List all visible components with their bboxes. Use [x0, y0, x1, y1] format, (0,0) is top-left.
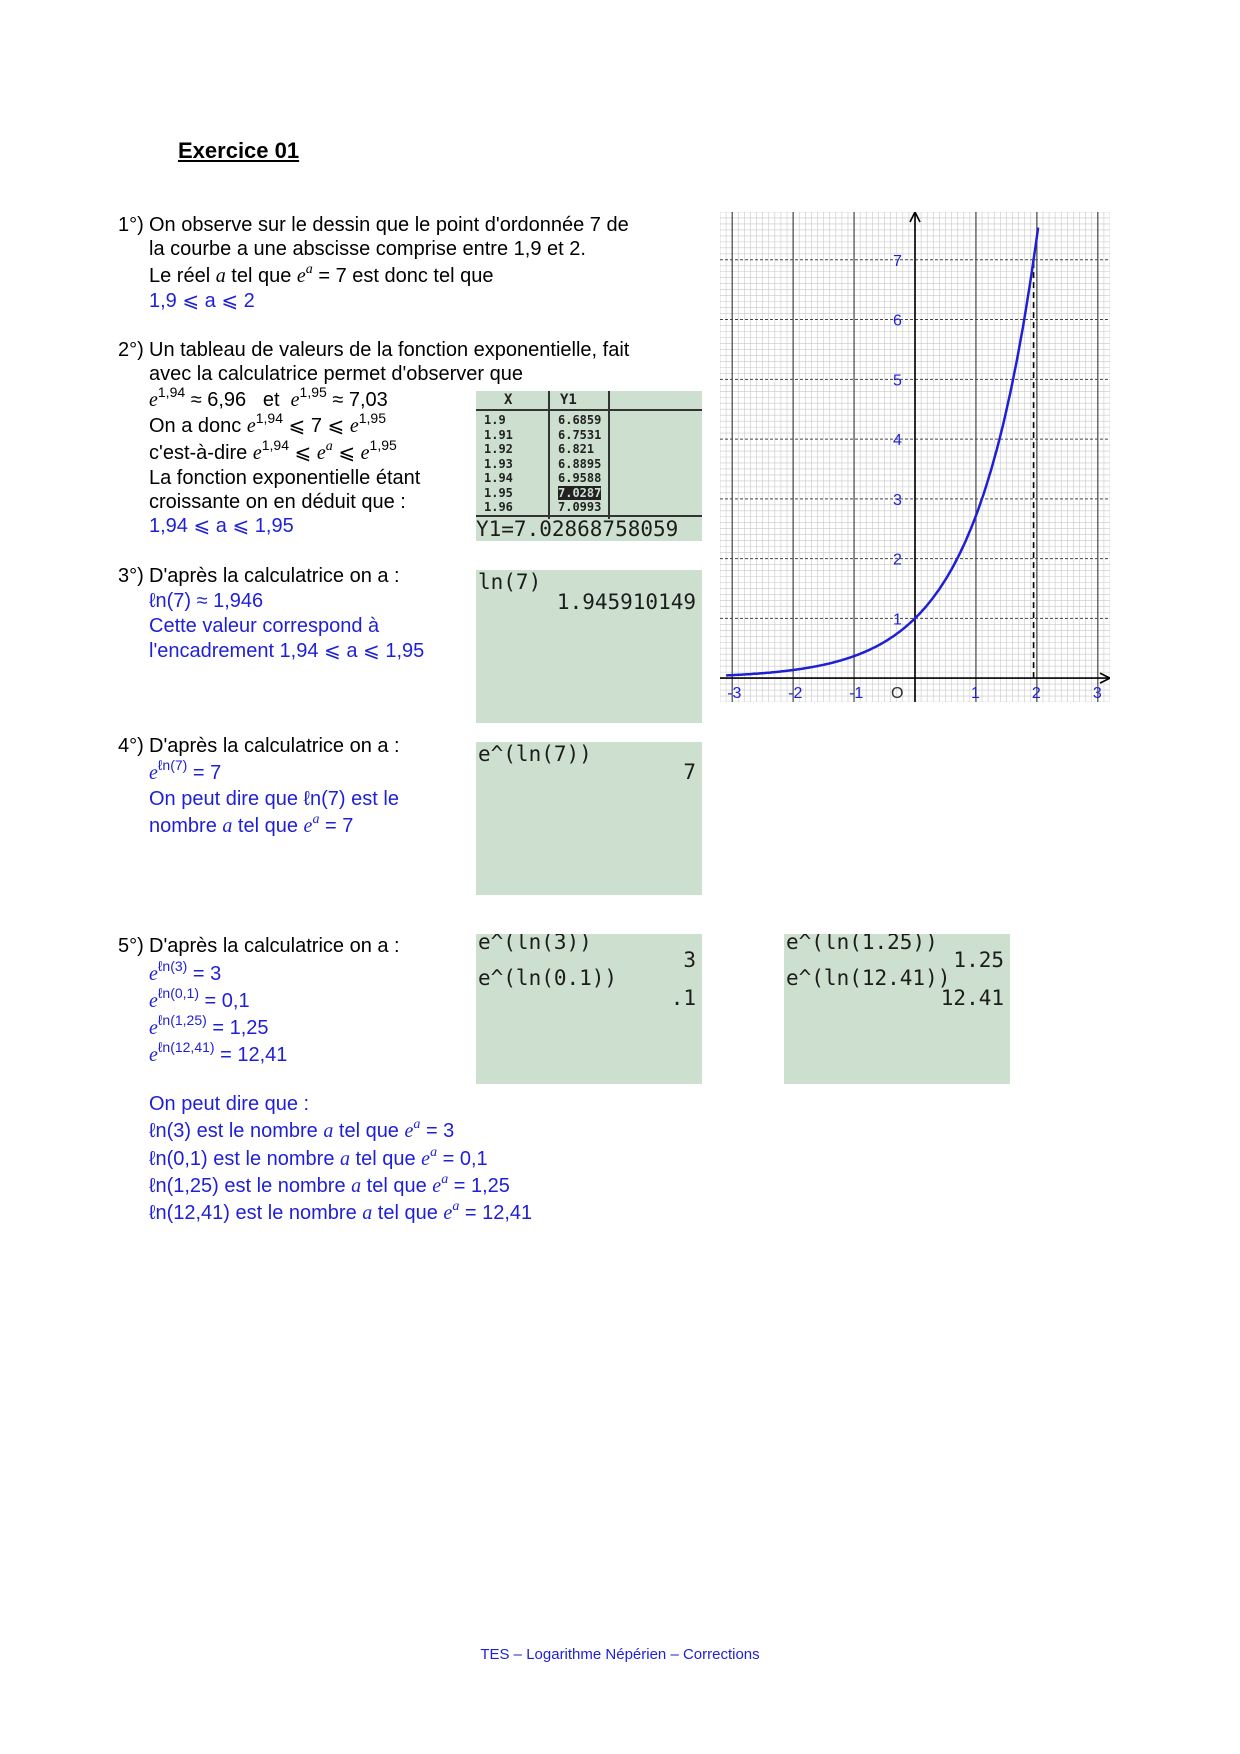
- q5-result2: $e^{\ell n(0,1)} = 0,1$: [149, 985, 250, 1012]
- calc-table-y-cell: 7.0287: [558, 485, 602, 500]
- calc-screen-b: [784, 934, 1010, 1084]
- calc-exp7-expr: e^(ln(7)): [478, 742, 592, 766]
- q5-conclusion3: ℓn(1,25) est le nombre a tel que $e^a = 1,25$: [149, 1172, 510, 1197]
- q5-conclusion2: ℓn(0,1) est le nombre a tel que $e^a = 0,1$: [149, 1145, 488, 1170]
- q1-answer: 1,9 ⩽ a ⩽ 2: [149, 290, 255, 312]
- exp-curve: [726, 228, 1038, 676]
- calc-b-expr1: e^(ln(1.25)): [786, 934, 938, 954]
- calc-table-screen: [476, 391, 702, 541]
- calc-table-y-cell: 7.0993: [558, 500, 602, 514]
- x-tick-label: O: [891, 685, 904, 702]
- y-tick-label: 2: [893, 551, 902, 569]
- q5-result3: $e^{\ell n(1,25)} = 1,25$: [149, 1012, 269, 1039]
- calc-exp7-screen: [476, 742, 702, 895]
- y-tick-label: 7: [893, 252, 902, 270]
- q5-line1: D'après la calculatrice on a :: [149, 935, 400, 957]
- calc-table-x-cell: 1.91: [484, 427, 513, 442]
- calc-table-x-header: X: [504, 392, 513, 408]
- calc-b-res1: 1.25: [953, 948, 1004, 972]
- q3-line1: D'après la calculatrice on a :: [149, 565, 400, 587]
- page-footer: TES – Logarithme Népérien – Corrections: [480, 1646, 760, 1663]
- calc-table-footer: Y1=7.02868758059: [476, 515, 702, 541]
- q5-conclusion4: ℓn(12,41) est le nombre a tel que $e^a = 12,41$: [149, 1199, 533, 1224]
- q1-line3: Le réel a tel que $e^a = 7$ est donc tel que: [149, 262, 494, 287]
- q2-line5: c'est-à-dire $e^{1,94}$ ⩽ $e^a$ ⩽ $e^{1,95}$: [149, 437, 397, 464]
- calc-table-x-cell: 1.92: [484, 442, 513, 456]
- calc-exp7-result: 7: [683, 760, 696, 784]
- q2-line1: Un tableau de valeurs de la fonction exponentielle, fait: [149, 339, 630, 361]
- x-tick-label: -1: [849, 685, 864, 702]
- calc-table-y-cell: 6.9588: [558, 471, 602, 485]
- q5-result4: $e^{\ell n(12,41)} = 12,41$: [149, 1039, 288, 1066]
- calc-table-x-cell: 1.93: [484, 456, 513, 471]
- y-tick-label: 4: [893, 432, 902, 450]
- calc-ln7-result: 1.945910149: [556, 590, 696, 614]
- calc-screen-a: [476, 934, 702, 1084]
- q4-answer2: On peut dire que ℓn(7) est le: [149, 788, 399, 810]
- calc-table-y-header: Y1: [560, 392, 577, 408]
- calc-b-res2: 12.41: [940, 986, 1004, 1010]
- calc-a-expr2: e^(ln(0.1)): [478, 966, 618, 990]
- q5-conclusion-intro: On peut dire que :: [149, 1093, 310, 1115]
- q1-line1: On observe sur le dessin que le point d'ordonnée 7 de: [149, 214, 629, 236]
- q4-number: 4°): [118, 735, 144, 757]
- q5-result1: $e^{\ell n(3)} = 3$: [149, 958, 222, 985]
- q3-answer2: Cette valeur correspond à: [149, 615, 380, 637]
- y-tick-label: 5: [893, 372, 902, 390]
- calc-ln7-screen: [476, 570, 702, 723]
- q2-line7: croissante on en déduit que :: [149, 491, 406, 513]
- calc-a-res2: .1: [670, 986, 696, 1010]
- q2-answer: 1,94 ⩽ a ⩽ 1,95: [149, 515, 294, 537]
- calc-table-x-cell: 1.94: [484, 471, 513, 485]
- q3-answer1: ℓn(7) ≈ 1,946: [149, 590, 264, 612]
- q4-line1: D'après la calculatrice on a :: [149, 735, 400, 757]
- q1-line2: la courbe a une abscisse comprise entre 1,9 et 2.: [149, 238, 586, 260]
- x-tick-label: -2: [788, 685, 803, 702]
- q5-conclusion1: ℓn(3) est le nombre a tel que $e^a = 3$: [149, 1117, 455, 1142]
- q2-line4: On a donc $e^{1,94}$ ⩽ 7 ⩽ $e^{1,95}$: [149, 410, 386, 437]
- calc-b-expr2: e^(ln(12.41)): [786, 966, 951, 990]
- q1-number: 1°): [118, 214, 144, 236]
- y-tick-label: 1: [893, 611, 902, 629]
- calc-table-y-cell: 6.6859: [558, 413, 602, 427]
- q2-line6: La fonction exponentielle étant: [149, 467, 421, 489]
- calc-table-y-cell: 6.8895: [558, 456, 602, 471]
- calc-table-y-cell: 6.821: [558, 442, 595, 456]
- x-tick-label: 1: [970, 685, 980, 702]
- calc-a-res1: 3: [683, 948, 696, 972]
- y-tick-label: 3: [893, 491, 902, 509]
- q5-number: 5°): [118, 935, 144, 957]
- q3-number: 3°): [118, 565, 144, 587]
- x-tick-label: 3: [1092, 685, 1102, 702]
- calc-ln7-expr: ln(7): [478, 570, 542, 594]
- calc-a-expr1: e^(ln(3)): [478, 934, 592, 954]
- q2-line2: avec la calculatrice permet d'observer que: [149, 363, 524, 385]
- q4-answer3: nombre a tel que $e^a = 7$: [149, 812, 354, 837]
- q3-answer3: l'encadrement 1,94 ⩽ a ⩽ 1,95: [149, 640, 425, 662]
- q2-number: 2°): [118, 339, 144, 361]
- q2-line3: $e^{1,94} \approx 6,96$ et $e^{1,95} \approx 7,03$: [149, 384, 388, 411]
- y-tick-label: 6: [893, 312, 902, 330]
- x-tick-label: 2: [1031, 685, 1041, 702]
- x-tick-label: -3: [727, 685, 742, 702]
- calc-table-x-cell: 1.9: [484, 413, 506, 427]
- q4-answer1: $e^{\ell n(7)} = 7$: [149, 757, 222, 784]
- exponential-graph: [720, 212, 1110, 702]
- calc-table-x-cell: 1.95: [484, 485, 513, 500]
- calc-table-x-cell: 1.96: [484, 500, 513, 514]
- calc-table-y-cell: 6.7531: [558, 427, 602, 442]
- page-title: Exercice 01: [178, 138, 300, 163]
